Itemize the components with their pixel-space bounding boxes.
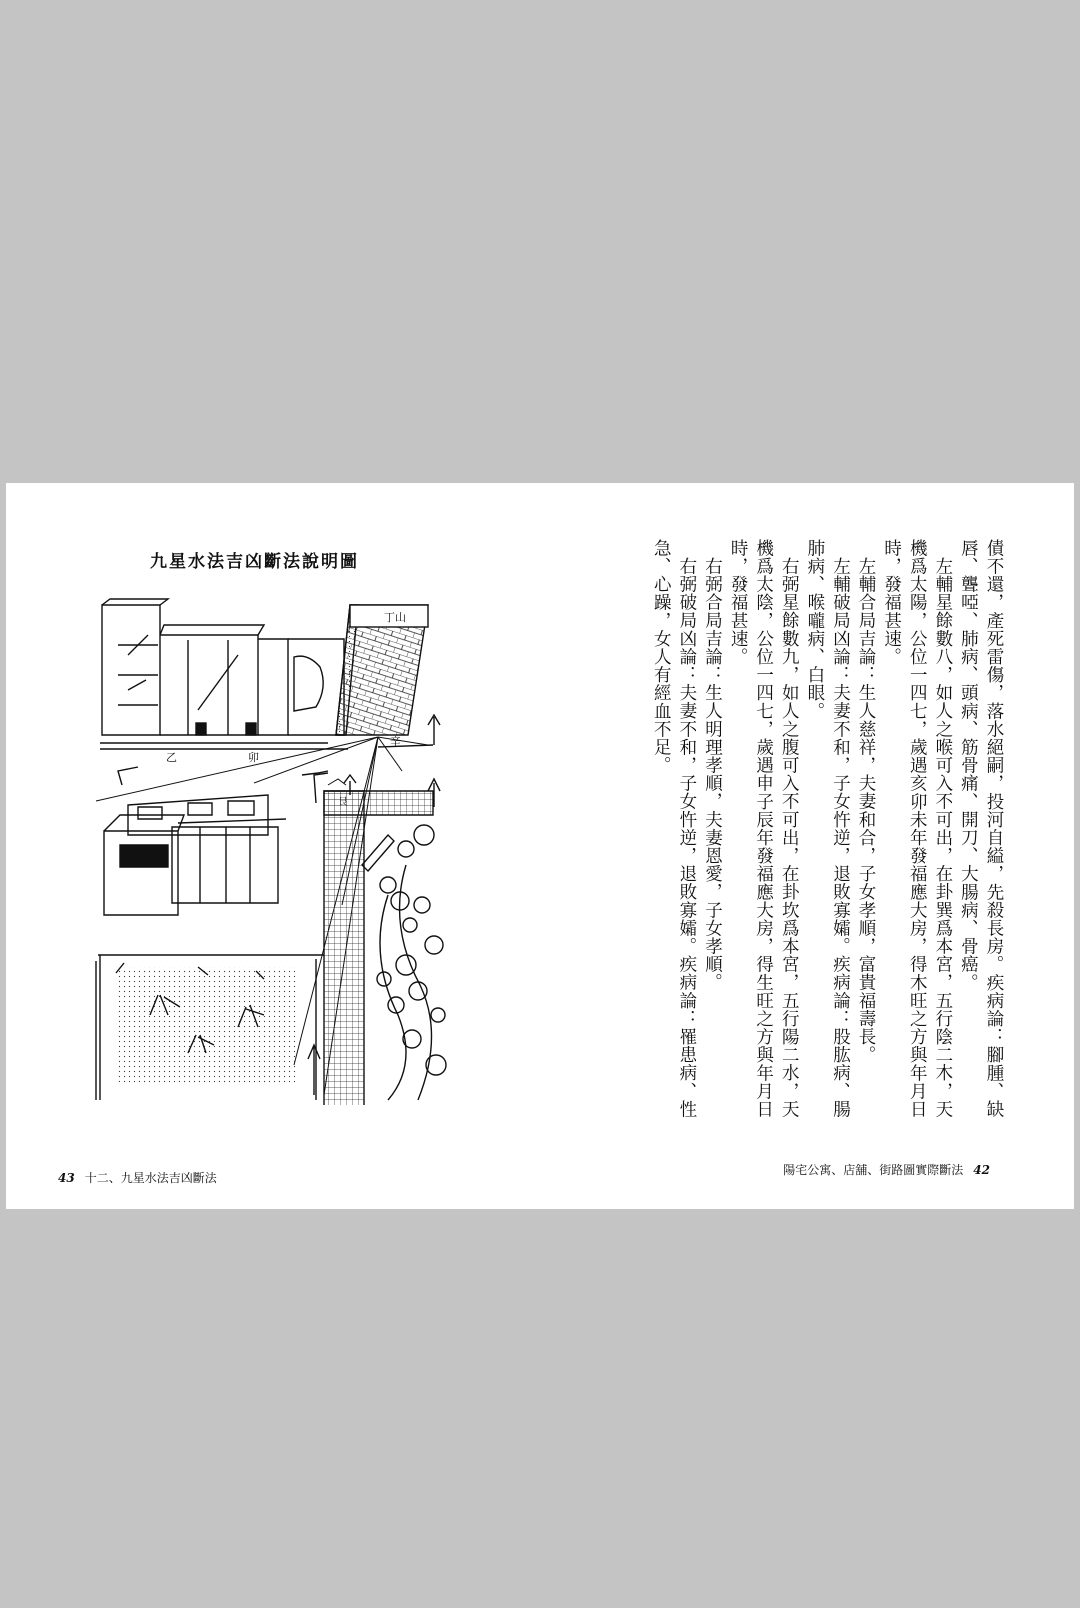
paragraph: 右弼星餘數九，如人之腹可入不可出，在卦坎爲本宮，五行陽二水，天機爲太陰，公位一四七，歲遇申子辰年發福應大房，得生旺之方與年月日時，發福甚速。 — [728, 539, 800, 1119]
left-page-number: 43 — [58, 1171, 75, 1185]
paragraph: 左輔破局凶論：夫妻不和，子女忤逆，退敗寡孀。疾病論：股肱病、腸肺病、喉嚨病、白眼。 — [804, 539, 851, 1118]
left-chapter-title: 十二、九星水法吉凶斷法 — [84, 1171, 217, 1185]
right-page-number: 42 — [973, 1163, 990, 1177]
label-mao: 卯 — [248, 751, 259, 764]
left-page — [6, 483, 540, 1209]
bottom-field — [96, 955, 324, 1100]
right-running-title: 陽宅公寓、店舖、街路圖實際斷法 — [783, 1163, 964, 1177]
vertical-body-text — [651, 539, 1006, 1135]
top-buildings — [102, 599, 344, 735]
site-plan-diagram — [88, 595, 473, 1105]
brick-building — [336, 605, 428, 735]
right-footer — [783, 1161, 990, 1178]
label-yi: 乙 — [166, 751, 177, 764]
left-footer — [58, 1169, 217, 1186]
book-spread — [6, 483, 1074, 1209]
paragraph: 左輔合局吉論：生人慈祥，夫妻和合，子女孝順，富貴福壽長。 — [856, 556, 877, 1064]
label-xin: 辛 — [390, 735, 401, 748]
paragraph: 債不還，產死雷傷，落水絕嗣，投河自縊，先殺長房。疾病論：腳腫、缺唇、聾啞、肺病、頭病、筋骨痛、開刀、大腸病、骨癌。 — [958, 539, 1004, 1119]
label-ding-shan: 丁山 — [384, 611, 406, 624]
right-page — [540, 483, 1074, 1209]
grid-road — [308, 775, 440, 1105]
label-gen: 艮 — [338, 797, 348, 808]
paragraph: 左輔星餘數八，如人之喉可入不可出，在卦巽爲本宮，五行陰二木，天機爲太陽，公位一四七，歲遇亥卯未年發福應大房，得木旺之方與年月日時，發福甚速。 — [881, 539, 953, 1119]
middle-buildings — [104, 795, 286, 915]
figure-title: 九星水法吉凶斷法說明圖 — [150, 552, 359, 572]
paragraph: 右弼破局凶論：夫妻不和，子女忤逆，退敗寡孀。疾病論：罹患病、性急、心躁，女人有經血不足。 — [651, 539, 697, 1118]
paragraph: 右弼合局吉論：生人明理孝順，夫妻恩愛，子女孝順。 — [702, 556, 723, 991]
